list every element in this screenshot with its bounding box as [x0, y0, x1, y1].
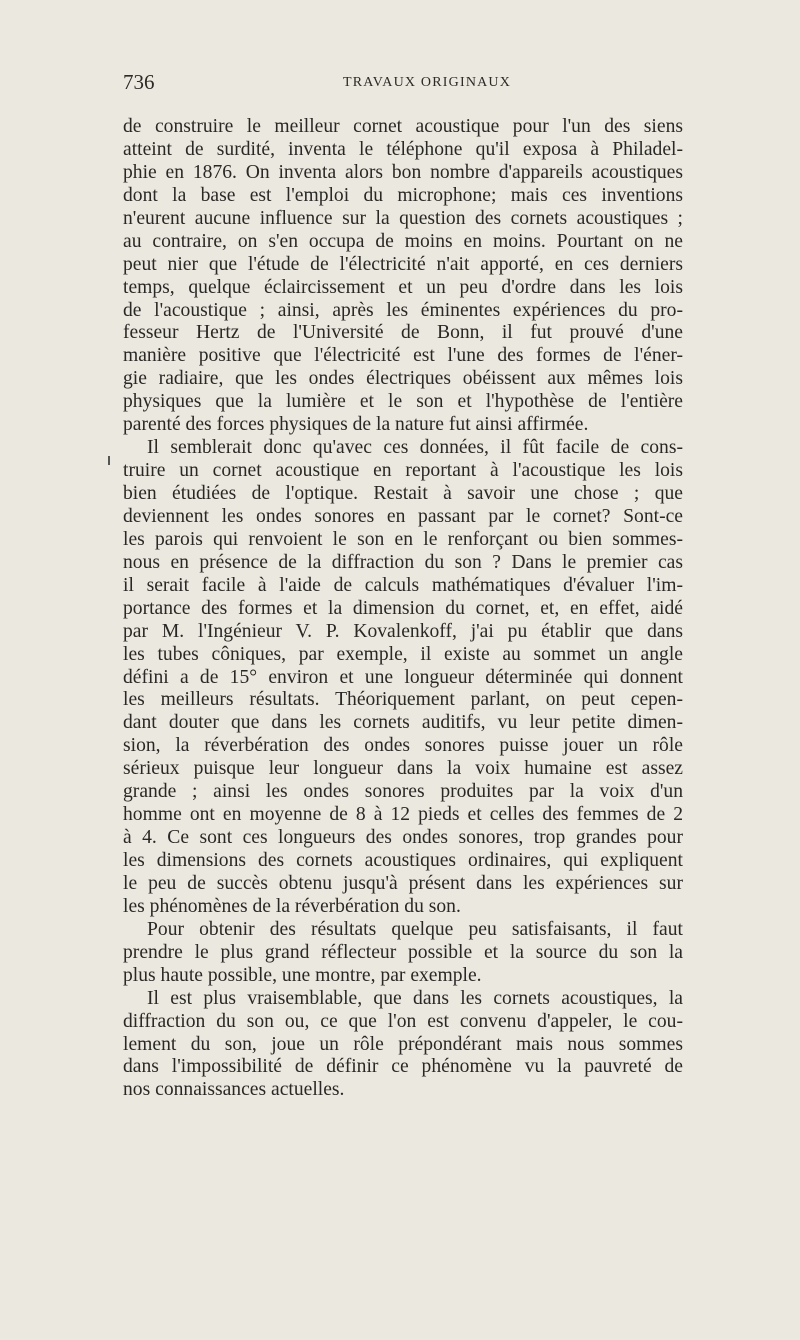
text-line: le peu de succès obtenu jusqu'à présent dans les expériences sur: [123, 872, 683, 894]
text-line: à 4. Ce sont ces longueurs des ondes sonores, trop grandes pour: [123, 827, 683, 849]
text-line: sérieux puisque leur longueur dans la voix humaine est assez: [123, 758, 683, 780]
text-line: parenté des forces physiques de la nature fut ainsi affirmée.: [123, 414, 589, 436]
text-line: sion, la réverbération des ondes sonores puisse jouer un rôle: [123, 735, 683, 757]
text-line: physiques que la lumière et le son et l'hypothèse de l'entière: [123, 391, 683, 413]
text-line: grande ; ainsi les ondes sonores produites par la voix d'un: [123, 781, 683, 803]
text-line: lement du son, joue un rôle prépondérant mais nous sommes: [123, 1033, 683, 1055]
text-line: manière positive que l'électricité est l'une des formes de l'éner-: [123, 345, 683, 367]
text-line: plus haute possible, une montre, par exemple.: [123, 964, 482, 986]
margin-mark: [108, 456, 110, 465]
text-line: dant douter que dans les cornets auditifs, vu leur petite dimen-: [123, 712, 683, 734]
text-line: nous en présence de la diffraction du son ? Dans le premier cas: [123, 551, 683, 573]
text-line: les parois qui renvoient le son en le renforçant ou bien sommes-: [123, 528, 683, 550]
text-line: par M. l'Ingénieur V. P. Kovalenkoff, j'ai pu établir que dans: [123, 620, 683, 642]
page-number: 736: [123, 70, 155, 94]
text-line: de l'acoustique ; ainsi, après les éminentes expériences du pro-: [123, 299, 683, 321]
text-line: au contraire, on s'en occupa de moins en moins. Pourtant on ne: [123, 230, 683, 252]
text-line: temps, quelque éclaircissement et un peu d'ordre dans les lois: [123, 276, 683, 298]
text-line: les dimensions des cornets acoustiques ordinaires, qui expliquent: [123, 850, 683, 871]
text-line: homme ont en moyenne de 8 à 12 pieds et celles des femmes de 2: [123, 804, 683, 826]
running-title: TRAVAUX ORIGINAUX: [343, 75, 512, 90]
text-line: bien étudiées de l'optique. Restait à savoir une chose ; que: [123, 483, 683, 504]
text-line: n'eurent aucune influence sur la question des cornets acoustiques ;: [123, 207, 683, 229]
text-line: il serait facile à l'aide de calculs mathématiques d'évaluer l'im-: [123, 574, 683, 596]
text-line: nos connaissances actuelles.: [123, 1079, 345, 1101]
text-line: phie en 1876. On inventa alors bon nombre d'appareils acoustiques: [123, 161, 683, 183]
text-line: atteint de surdité, inventa le téléphone qu'il exposa à Philadel-: [123, 138, 683, 160]
text-line: truire un cornet acoustique en reportant à l'acoustique les lois: [123, 460, 683, 482]
body-text: [123, 116, 683, 1102]
text-line: défini a de 15° environ et une longueur déterminée qui donnent: [123, 666, 683, 688]
text-line: dont la base est l'emploi du microphone; mais ces inventions: [123, 184, 683, 206]
text-line: Il est plus vraisemblable, que dans les cornets acoustiques, la: [147, 987, 683, 1009]
text-line: les meilleurs résultats. Théoriquement parlant, on peut cepen-: [123, 689, 683, 711]
text-line: dans l'impossibilité de définir ce phénomène vu la pauvreté de: [123, 1056, 683, 1078]
text-line: les phénomènes de la réverbération du son.: [123, 895, 461, 917]
text-line: les tubes côniques, par exemple, il existe au sommet un angle: [123, 643, 683, 665]
text-line: gie radiaire, que les ondes électriques obéissent aux mêmes lois: [123, 368, 683, 390]
text-line: fesseur Hertz de l'Université de Bonn, il fut prouvé d'une: [123, 322, 683, 344]
page-header: [123, 70, 680, 96]
text-line: deviennent les ondes sonores en passant par le cornet? Sont-ce: [123, 505, 683, 527]
text-line: diffraction du son ou, ce que l'on est convenu d'appeler, le cou-: [123, 1010, 683, 1032]
text-line: Pour obtenir des résultats quelque peu satisfaisants, il faut: [147, 918, 683, 940]
text-line: peut nier que l'étude de l'électricité n'ait apporté, en ces derniers: [123, 253, 683, 275]
text-line: prendre le plus grand réflecteur possible et la source du son la: [123, 941, 683, 963]
text-line: portance des formes et la dimension du cornet, et, en effet, aidé: [123, 597, 683, 619]
text-line: Il semblerait donc qu'avec ces données, il fût facile de cons-: [147, 437, 683, 459]
text-line: de construire le meilleur cornet acoustique pour l'un des siens: [123, 116, 683, 137]
